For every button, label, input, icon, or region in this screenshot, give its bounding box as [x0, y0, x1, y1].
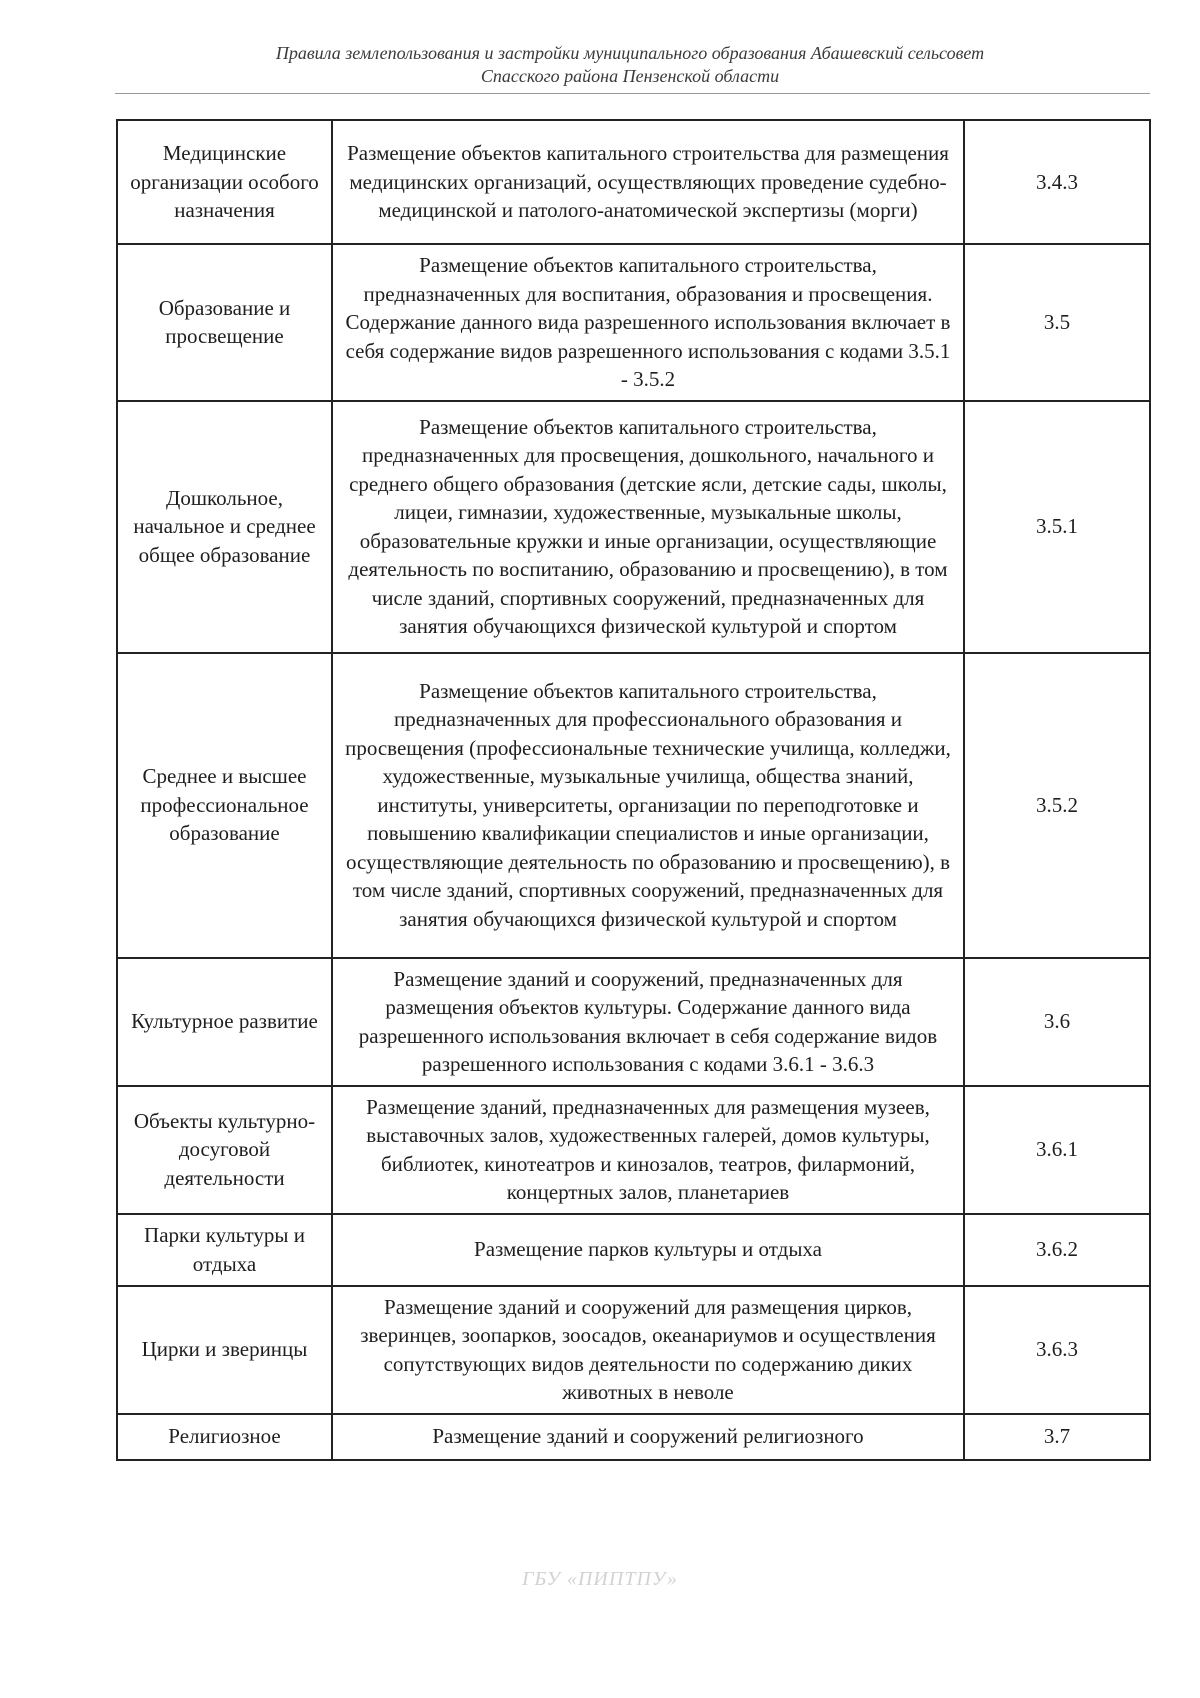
use-code-cell: 3.6 [964, 958, 1150, 1086]
use-code-cell: 3.6.1 [964, 1086, 1150, 1214]
use-code-cell: 3.4.3 [964, 120, 1150, 244]
table-row [117, 1214, 1150, 1286]
use-code-cell: 3.6.2 [964, 1214, 1150, 1286]
use-name-cell: Цирки и зверинцы [117, 1286, 332, 1414]
use-description-cell: Размещение парков культуры и отдыха [332, 1214, 964, 1286]
use-code-cell: 3.6.3 [964, 1286, 1150, 1414]
use-description-cell: Размещение объектов капитального строительства, предназначенных для профессионального образования и просвещения (профессиональные технические училища, колледжи, художественные, музыкальные училища, общества знаний, институты, университеты, организации по переподготовке и повышению квалификации специалистов и иные организации, осуществляющие деятельность по образованию и просвещению), в том числе зданий, спортивных сооружений, предназначенных для занятия обучающихся физической культурой и спортом [332, 653, 964, 958]
header-line-2: Спасского района Пензенской области [480, 66, 780, 86]
header-divider [115, 93, 1150, 94]
use-name-cell: Дошкольное, начальное и среднее общее образование [117, 401, 332, 653]
page-header [115, 42, 1145, 88]
use-description-cell: Размещение зданий и сооружений, предназначенных для размещения объектов культуры. Содержание данного вида разрешенного использования включает в себя содержание видов разрешенного использования с кодами 3.6.1 - 3.6.3 [332, 958, 964, 1086]
use-description-cell: Размещение зданий и сооружений для размещения цирков, зверинцев, зоопарков, зоосадов, океанариумов и осуществления сопутствующих видов деятельности по содержанию диких животных в неволе [332, 1286, 964, 1414]
footer-watermark: ГБУ «ПИПТПУ» [522, 1568, 678, 1590]
table-row [117, 1086, 1150, 1214]
use-code-cell: 3.5.1 [964, 401, 1150, 653]
use-description-cell: Размещение объектов капитального строительства для размещения медицинских организаций, осуществляющих проведение судебно-медицинской и патолого-анатомической экспертизы (морги) [332, 120, 964, 244]
table-row [117, 1414, 1150, 1460]
table-row [117, 244, 1150, 401]
use-description-cell: Размещение зданий и сооружений религиозного [332, 1414, 964, 1460]
use-code-cell: 3.7 [964, 1414, 1150, 1460]
table-row [117, 1286, 1150, 1414]
table-row [117, 653, 1150, 958]
use-name-cell: Культурное развитие [117, 958, 332, 1086]
use-name-cell: Среднее и высшее профессиональное образование [117, 653, 332, 958]
land-use-table [116, 119, 1151, 1461]
use-code-cell: 3.5.2 [964, 653, 1150, 958]
use-description-cell: Размещение зданий, предназначенных для размещения музеев, выставочных залов, художественных галерей, домов культуры, библиотек, кинотеатров и кинозалов, театров, филармоний, концертных залов, планетариев [332, 1086, 964, 1214]
use-description-cell: Размещение объектов капитального строительства, предназначенных для просвещения, дошкольного, начального и среднего общего образования (детские ясли, детские сады, школы, лицеи, гимназии, художественные, музыкальные школы, образовательные кружки и иные организации, осуществляющие деятельность по воспитанию, образованию и просвещению), в том числе зданий, спортивных сооружений, предназначенных для занятия обучающихся физической культурой и спортом [332, 401, 964, 653]
use-name-cell: Медицинские организации особого назначения [117, 120, 332, 244]
use-code-cell: 3.5 [964, 244, 1150, 401]
use-name-cell: Объекты культурно-досуговой деятельности [117, 1086, 332, 1214]
use-name-cell: Религиозное [117, 1414, 332, 1460]
use-name-cell: Образование и просвещение [117, 244, 332, 401]
table-row [117, 958, 1150, 1086]
table-row [117, 120, 1150, 244]
use-name-cell: Парки культуры и отдыха [117, 1214, 332, 1286]
header-line-1: Правила землепользования и застройки муниципального образования Абашевский сельсовет [275, 43, 985, 63]
table-row [117, 401, 1150, 653]
use-description-cell: Размещение объектов капитального строительства, предназначенных для воспитания, образования и просвещения. Содержание данного вида разрешенного использования включает в себя содержание видов разрешенного использования с кодами 3.5.1 - 3.5.2 [332, 244, 964, 401]
